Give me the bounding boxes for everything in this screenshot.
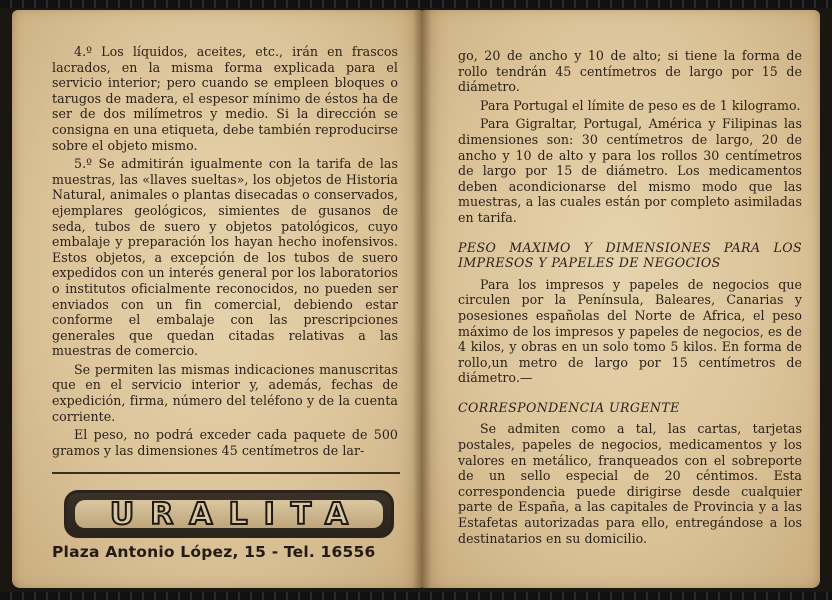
paragraph-urgente: Se admiten como a tal, las cartas, tarjetas postales, papeles de negocios, medicamentos y los valores en metálico, franqueados con el sobreporte de un sello especial de 20 céntimos. Esta correspondencia puede dirigirse desde cualquier parte de España, a las capitales de Provincia y a las Estafetas autorizadas para ello, entregándose a los destinatarios en su domicilio. [458, 421, 802, 546]
paragraph-gibraltar: Para Gigraltar, Portugal, América y Filipinas las dimensiones son: 30 centímetros de largo, 20 de ancho y 10 de alto y para los rollos 30 centímetros de largo por 15 de diámetro. Los medicamentos deben acondicionarse del mismo modo que las muestras, a las cuales están por completo asimiladas en tarifa. [458, 116, 802, 225]
section-heading-impresos: PESO MAXIMO Y DIMENSIONES PARA LOS IMPRESOS Y PAPELES DE NEGOCIOS [458, 239, 802, 271]
left-page-text [52, 44, 398, 461]
paragraph-item-5: 5.º Se admitirán igualmente con la tarifa de las muestras, las «llaves sueltas», los objetos de Historia Natural, animales o plantas disecadas o conservados, ejemplares geológicos, simientes de gusanos de seda, tubos de suero y objetos patológicos, cuyo embalaje y preparación los hayan hecho inofensivos. Estos objetos, a excepción de los tubos de suero expedidos con un interés general por los laboratorios o institutos oficialmente reconocidos, no pueden ser enviados con un fin comercial, debiendo estar conforme el embalaje con las prescripciones generales que quedan citadas relativas a las muestras de comercio. [52, 156, 398, 359]
section-heading-urgente: CORRESPONDENCIA URGENTE [458, 399, 680, 415]
logo-text: URALITA [109, 496, 365, 532]
ad-divider [52, 472, 400, 474]
uralita-logo [64, 490, 394, 538]
ad-address: Plaza Antonio López, 15 - Tel. 16556 [52, 543, 376, 561]
scan-bottom-edge [0, 592, 832, 600]
logo-plate [75, 496, 383, 532]
right-page-text [458, 48, 802, 549]
booklet-spread [8, 10, 824, 588]
scan-top-edge [0, 0, 832, 8]
paragraph-portugal: Para Portugal el límite de peso es de 1 kilogramo. [480, 97, 801, 113]
left-page [12, 10, 422, 588]
right-page [422, 10, 820, 588]
paragraph-impresos: Para los impresos y papeles de negocios que circulen por la Península, Baleares, Canarias y posesiones españolas del Norte de Africa, el peso máximo de los impresos y papeles de negocios, es de 4 kilos, y obras en un solo tomo 5 kilos. En forma de rollo,un metro de largo por 15 centímetros de diámetro.— [458, 276, 802, 386]
paragraph-continuation: go, 20 de ancho y 10 de alto; si tiene la forma de rollo tendrán 45 centímetros de largo por 15 de diámetro. [458, 48, 802, 95]
paragraph-manuscript: Se permiten las mismas indicaciones manuscritas que en el servicio interior y, además, fechas de expedición, firma, número del teléfono y de la cuenta corriente. [52, 361, 398, 424]
paragraph-item-4: 4.º Los líquidos, aceites, etc., irán en frascos lacrados, en la misma forma explicada para el servicio interior; pero cuando se empleen bloques o tarugos de madera, el espesor mínimo de éstos ha de ser de dos milímetros y medio. Si la dirección se consigna en una etiqueta, debe también reproducirse sobre el objeto mismo. [52, 44, 398, 153]
paragraph-weight: El peso, no podrá exceder cada paquete de 500 gramos y las dimensiones 45 centímetros de lar- [52, 427, 398, 458]
